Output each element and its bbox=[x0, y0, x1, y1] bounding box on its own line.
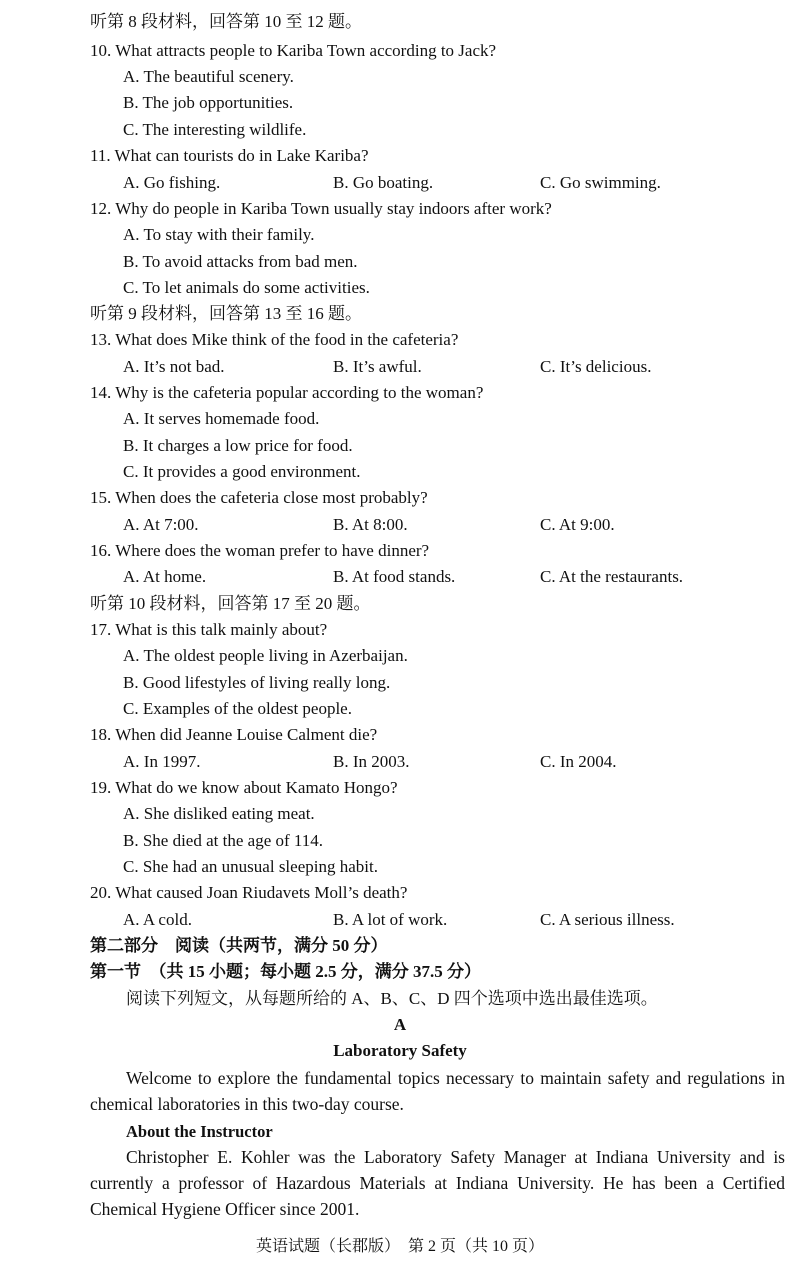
q19-option-a: A. She disliked eating meat. bbox=[123, 804, 315, 823]
q16-option-c: C. At the restaurants. bbox=[540, 567, 684, 586]
section-8-header: 听第 8 段材料，回答第 10 至 12 题。 bbox=[90, 12, 362, 31]
question-14: 14. Why is the cafeteria popular according to the woman? bbox=[90, 383, 484, 402]
question-11: 11. What can tourists do in Lake Kariba? bbox=[90, 146, 369, 165]
reading-instruction: 阅读下列短文，从每题所给的 A、B、C、D 四个选项中选出最佳选项。 bbox=[126, 989, 658, 1008]
q20-option-a: A. A cold. bbox=[123, 910, 192, 929]
q17-option-c: C. Examples of the oldest people. bbox=[123, 699, 352, 718]
part-two-title: 第二部分 阅读（共两节，满分 50 分） bbox=[90, 936, 388, 955]
q19-option-c: C. She had an unusual sleeping habit. bbox=[123, 857, 378, 876]
q11-option-a: A. Go fishing. bbox=[123, 173, 221, 192]
passage-paragraph-1: Welcome to explore the fundamental topics necessary to maintain safety and regulations in chemical laboratories in this two-day course. bbox=[90, 1068, 785, 1114]
q10-option-a: A. The beautiful scenery. bbox=[123, 67, 294, 86]
q11-option-b: B. Go boating. bbox=[333, 173, 434, 192]
q14-option-c: C. It provides a good environment. bbox=[123, 462, 361, 481]
q16-option-a: A. At home. bbox=[123, 567, 207, 586]
passage-paragraph-2: Christopher E. Kohler was the Laboratory Safety Manager at Indiana University and is currently a professor of Hazardous Materials at Indiana University. He has been a Certified Chemical Hygiene Officer since 2001. bbox=[90, 1147, 785, 1219]
section-one-title: 第一节 （共 15 小题；每小题 2.5 分，满分 37.5 分） bbox=[90, 962, 481, 981]
question-10: 10. What attracts people to Kariba Town according to Jack? bbox=[90, 41, 497, 60]
q18-option-a: A. In 1997. bbox=[123, 752, 201, 771]
q16-option-b: B. At food stands. bbox=[333, 567, 456, 586]
q14-option-a: A. It serves homemade food. bbox=[123, 409, 320, 428]
q12-option-a: A. To stay with their family. bbox=[123, 225, 315, 244]
question-12: 12. Why do people in Kariba Town usually stay indoors after work? bbox=[90, 199, 552, 218]
question-18: 18. When did Jeanne Louise Calment die? bbox=[90, 725, 378, 744]
page-footer: 英语试题（长郡版） 第 2 页（共 10 页） bbox=[255, 1238, 544, 1255]
q18-option-b: B. In 2003. bbox=[333, 752, 410, 771]
question-19: 19. What do we know about Kamato Hongo? bbox=[90, 778, 398, 797]
q13-option-a: A. It’s not bad. bbox=[123, 357, 225, 376]
q11-option-c: C. Go swimming. bbox=[540, 173, 661, 192]
q17-option-a: A. The oldest people living in Azerbaijan. bbox=[123, 646, 408, 665]
question-20: 20. What caused Joan Riudavets Moll’s death? bbox=[90, 883, 408, 902]
q18-option-c: C. In 2004. bbox=[540, 752, 617, 771]
q10-option-c: C. The interesting wildlife. bbox=[123, 120, 307, 139]
q12-option-b: B. To avoid attacks from bad men. bbox=[123, 252, 358, 271]
q10-option-b: B. The job opportunities. bbox=[123, 93, 294, 112]
question-17: 17. What is this talk mainly about? bbox=[90, 620, 328, 639]
q20-option-b: B. A lot of work. bbox=[333, 910, 448, 929]
q14-option-b: B. It charges a low price for food. bbox=[123, 436, 353, 455]
q20-option-c: C. A serious illness. bbox=[540, 910, 675, 929]
q15-option-b: B. At 8:00. bbox=[333, 515, 408, 534]
question-15: 15. When does the cafeteria close most probably? bbox=[90, 488, 428, 507]
question-13: 13. What does Mike think of the food in the cafeteria? bbox=[90, 330, 459, 349]
q13-option-b: B. It’s awful. bbox=[333, 357, 422, 376]
section-9-header: 听第 9 段材料，回答第 13 至 16 题。 bbox=[90, 304, 362, 323]
q15-option-a: A. At 7:00. bbox=[123, 515, 199, 534]
q13-option-c: C. It’s delicious. bbox=[540, 357, 652, 376]
q17-option-b: B. Good lifestyles of living really long. bbox=[123, 673, 391, 692]
passage-title: Laboratory Safety bbox=[333, 1041, 467, 1060]
q12-option-c: C. To let animals do some activities. bbox=[123, 278, 370, 297]
q15-option-c: C. At 9:00. bbox=[540, 515, 615, 534]
section-10-header: 听第 10 段材料，回答第 17 至 20 题。 bbox=[90, 594, 371, 613]
passage-letter: A bbox=[393, 1015, 407, 1034]
q19-option-b: B. She died at the age of 114. bbox=[123, 831, 324, 850]
question-16: 16. Where does the woman prefer to have dinner? bbox=[90, 541, 430, 560]
about-instructor-heading: About the Instructor bbox=[126, 1122, 273, 1141]
